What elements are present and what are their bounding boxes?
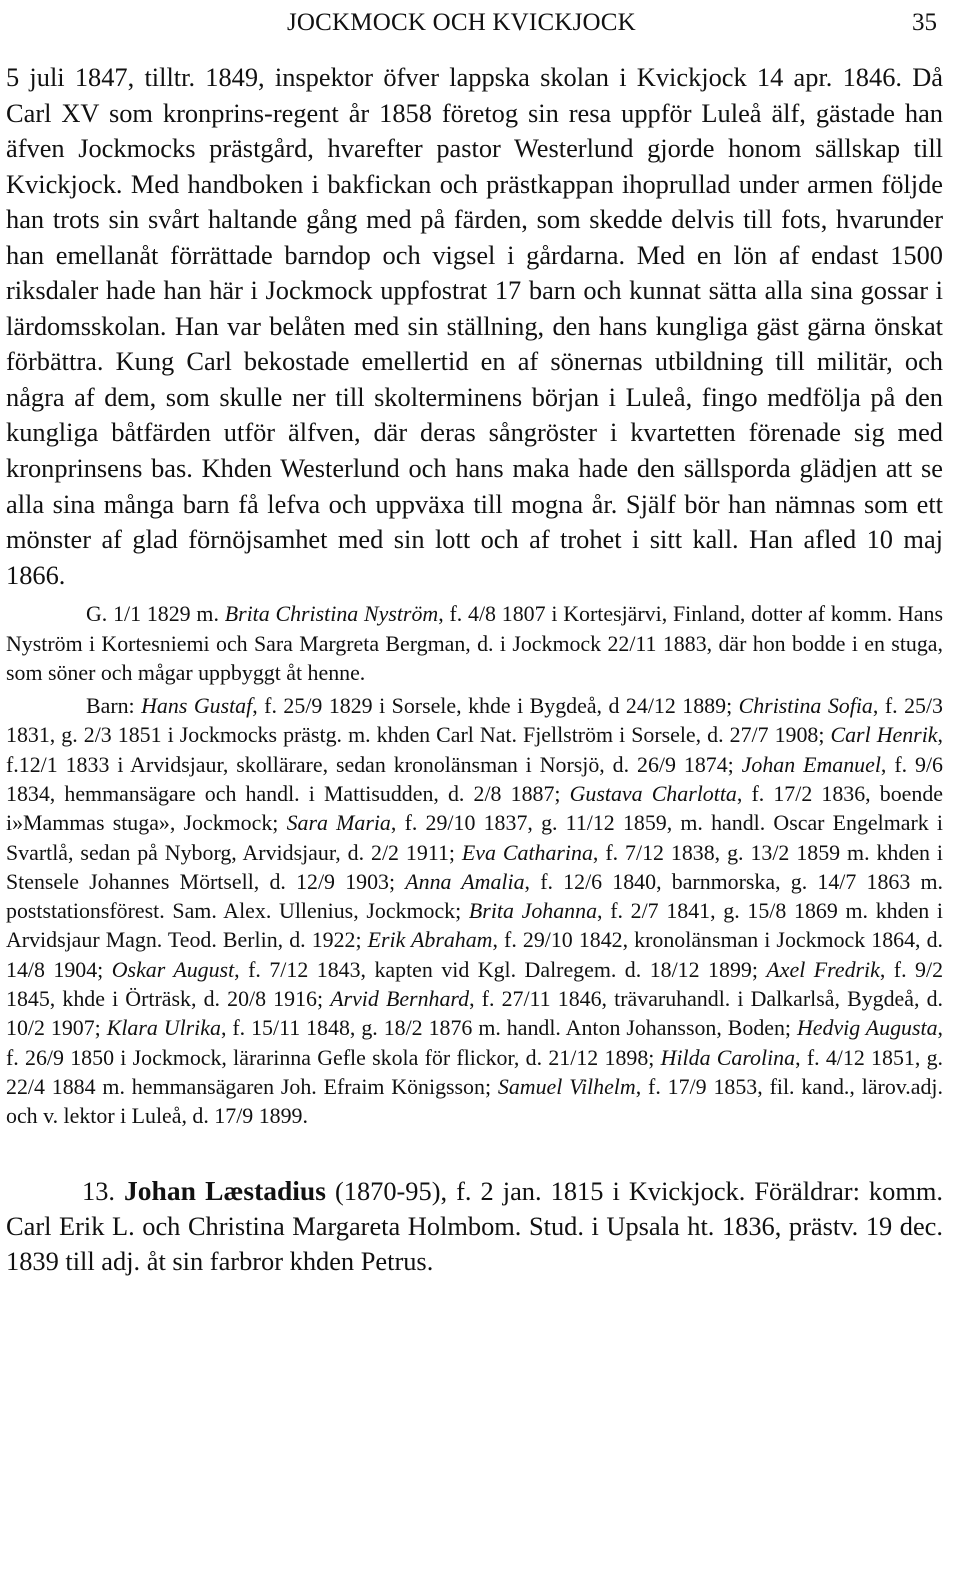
child-details: Barn: xyxy=(86,693,142,719)
entry-details: (1870-95), f. 2 jan. 1815 i Kvickjock. Föräldrar: komm. Carl Erik L. och Christina Margareta Holmbom. Stud. i Upsala ht. 1836, prästv. 19 dec. 1839 till adj. åt sin farbror khden Petrus. xyxy=(6,1175,943,1277)
wife-name: Brita Christina Nyström xyxy=(224,601,439,627)
child-name: Samuel Vilhelm xyxy=(497,1073,636,1099)
child-name: Christina Sofia xyxy=(738,693,873,719)
marriage-prefix: G. 1/1 1829 m. xyxy=(86,601,225,627)
child-name: Axel Fredrik xyxy=(766,956,880,982)
child-name: Hans Gustaf xyxy=(141,693,253,719)
entry-name: Johan Læstadius xyxy=(124,1174,326,1206)
page-number: 35 xyxy=(912,9,937,36)
child-details: , f. 15/11 1848, g. 18/2 1876 m. handl. Anton Johansson, Boden; xyxy=(220,1015,797,1041)
child-details: , f. 12/6 1840, barnmorska, g. 14/7 1863 m. poststationsförest. Sam. Alex. Ullenius, Jockmock; xyxy=(6,868,943,924)
child-name: Erik Abraham xyxy=(367,927,493,953)
child-name: Brita Johanna xyxy=(468,898,598,924)
child-name: Arvid Bernhard xyxy=(330,986,470,1012)
child-details: , f.12/1 1833 i Arvidsjaur, skollärare, sedan kronolänsman i Norsjö, d. 26/9 1874; xyxy=(6,722,943,777)
running-head-title: JOCKMOCK OCH KVICKJOCK xyxy=(287,9,636,36)
child-name: Carl Henrik xyxy=(830,722,938,748)
child-name: Hilda Carolina xyxy=(660,1044,796,1070)
child-details: , f. 17/9 1853, fil. kand., lärov.adj. och v. lektor i Luleå, d. 17/9 1899. xyxy=(6,1073,943,1129)
children-note xyxy=(6,687,943,1130)
child-details: , f. 7/12 1838, g. 13/2 1859 m. khden i Stensele Johannes Mörtsell, d. 12/9 1903; xyxy=(6,839,943,894)
child-details: , f. 9/2 1845, khde i Örträsk, d. 20/8 1916; xyxy=(6,956,944,1012)
child-name: Johan Emanuel xyxy=(741,751,881,777)
child-details: , f. 29/10 1842, kronolänsman i Jockmock 1864, d. 14/8 1904; xyxy=(6,927,944,982)
child-details: , f. 7/12 1843, kapten vid Kgl. Dalregem. d. 18/12 1899; xyxy=(234,956,767,982)
child-details: , f. 26/9 1850 i Jockmock, lärarinna Gefle skola för flickor, d. 21/12 1898; xyxy=(6,1015,944,1070)
child-name: Oskar August xyxy=(111,956,235,982)
entry-number: 13. xyxy=(82,1175,125,1206)
child-details: , f. 29/10 1837, g. 11/12 1859, m. handl. Oscar Engelmark i Svartlå, sedan på Nyborg, Arvidsjaur, d. 2/2 1911; xyxy=(6,810,943,865)
running-head xyxy=(6,0,943,46)
child-name: Anna Amalia xyxy=(405,868,525,894)
child-details: , f. 25/9 1829 i Sorsele, khde i Bygdeå, d 24/12 1889; xyxy=(252,693,739,719)
child-name: Gustava Charlotta xyxy=(569,780,737,806)
child-details: , f. 27/11 1846, trävaruhandl. i Dalkarlså, Bygdeå, d. 10/2 1907; xyxy=(6,986,943,1041)
marriage-note xyxy=(6,593,943,687)
child-details: , f. 4/12 1851, g. 22/4 1884 m. hemmansägaren Joh. Efraim Königsson; xyxy=(6,1044,944,1099)
marriage-details: , f. 4/8 1807 i Kortesjärvi, Finland, dotter af komm. Hans Nyström i Kortesniemi och Sara Margreta Bergman, d. i Jockmock 22/11 1883, där hon bodde i en stuga, som söner och mågar uppbyggt åt henne. xyxy=(6,601,943,685)
child-name: Klara Ulrika xyxy=(106,1015,221,1041)
child-details: , f. 25/3 1831, g. 2/3 1851 i Jockmocks prästg. m. khden Carl Nat. Fjellström i Sorsele, d. 27/7 1908; xyxy=(6,693,943,748)
child-name: Hedvig Augusta xyxy=(796,1015,938,1041)
main-paragraph: 5 juli 1847, tilltr. 1849, inspektor öfver lappska skolan i Kvickjock 14 apr. 1846. Då Carl XV som kronprins-regent år 1858 företog sin resa uppför Luleå älf, gästade han äfven Jockmocks prästgård, hvarefter pastor Westerlund gjorde honom sällskap till Kvickjock. Med handboken i bakfickan och prästkappan ihoprullad under armen följde han trots sin svårt haltande gång med på färden, som skedde delvis till fots, hvarunder han emellanåt förrättade barndop och vigsel i gårdarna. Med en lön af endast 1500 riksdaler hade han här i Jockmock uppfostrat 17 barn och kunnat sätta alla sina gossar i lärdomsskolan. Han var belåten med sin ställning, den hans kungliga gäst gärna önskat förbättra. Kung Carl bekostade emellertid en af sönernas utbildning till militär, och några af dem, som skulle ner till skolterminens början i Luleå, fingo medfölja på den kungliga båtfärden utför älfven, där deras sångröster i kvartetten förenade sig med kronprinsens bas. Khden Westerlund och hans maka hade den sällsporda glädjen att se alla sina många barn få lefva och uppväxa till mogna år. Själf bör han nämnas som ett mönster af glad förnöjsamhet med sin lott och af trohet i sitt kall. Han afled 10 maj 1866. xyxy=(6,62,943,590)
child-name: Eva Catharina xyxy=(461,839,593,865)
child-details: , f. 2/7 1841, g. 15/8 1869 m. khden i Arvidsjaur Magn. Teod. Berlin, d. 1922; xyxy=(6,898,943,953)
child-name: Sara Maria xyxy=(286,810,391,836)
child-details: , f. 17/2 1836, boende i»Mammas stuga», Jockmock; xyxy=(6,780,943,836)
child-details: , f. 9/6 1834, hemmansägare och handl. i Mattisudden, d. 2/8 1887; xyxy=(6,751,943,806)
entry-13 xyxy=(6,1131,943,1280)
